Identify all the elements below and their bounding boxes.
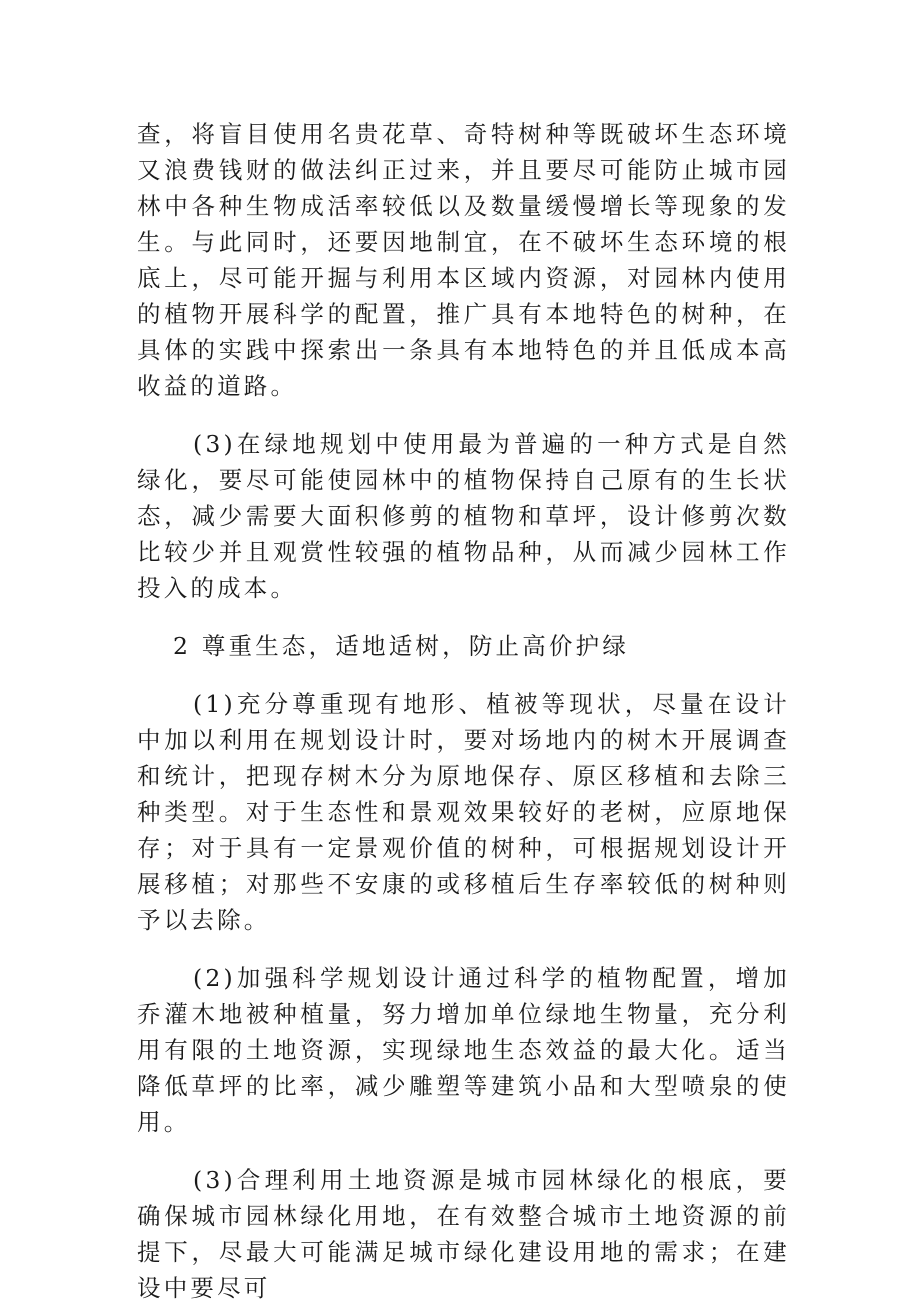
paragraph-item-1-respect-terrain: (1)充分尊重现有地形、植被等现状，尽量在设计中加以利用在规划设计时，要对场地内的树木开展调查和统计，把现存树木分为原地保存、原区移植和去除三种类型。对于生态性和景观效果较好的老树，应原地保存；对于具有一定景观价值的树种，可根据规划设计开展移植；对那些不安康的或移植后生存率较低的树种则予以去除。 <box>137 690 790 934</box>
section-heading: 2 尊重生态，适地适树，防止高价护绿 <box>173 632 630 660</box>
paragraph-item-3-land-resources: (3)合理利用土地资源是城市园林绿化的根底，要确保城市园林绿化用地，在有效整合城市土地资源的前提下，尽最大可能满足城市绿化建设用地的需求；在建设中要尽可 <box>137 1166 790 1302</box>
document-body <box>137 116 790 1306</box>
paragraph-item-3-natural-greening: (3)在绿地规划中使用最为普遍的一种方式是自然绿化，要尽可能使园林中的植物保持自己原有的生长状态，减少需要大面积修剪的植物和草坪，设计修剪次数比较少并且观赏性较强的植物品种，从而减少园林工作投入的成本。 <box>137 430 790 602</box>
paragraph-continued: 查，将盲目使用名贵花草、奇特树种等既破坏生态环境又浪费钱财的做法纠正过来，并且要尽可能防止城市园林中各种生物成活率较低以及数量缓慢增长等现象的发生。与此同时，还要因地制宜，在不破坏生态环境的根底上，尽可能开掘与利用本区域内资源，对园林内使用的植物开展科学的配置，推广具有本地特色的树种，在具体的实践中探索出一条具有本地特色的并且低成本高收益的道路。 <box>137 120 790 400</box>
paragraph-item-2-scientific-planning: (2)加强科学规划设计通过科学的植物配置，增加乔灌木地被种植量，努力增加单位绿地生物量，充分利用有限的土地资源，实现绿地生态效益的最大化。适当降低草坪的比率，减少雕塑等建筑小品和大型喷泉的使用。 <box>137 964 790 1136</box>
